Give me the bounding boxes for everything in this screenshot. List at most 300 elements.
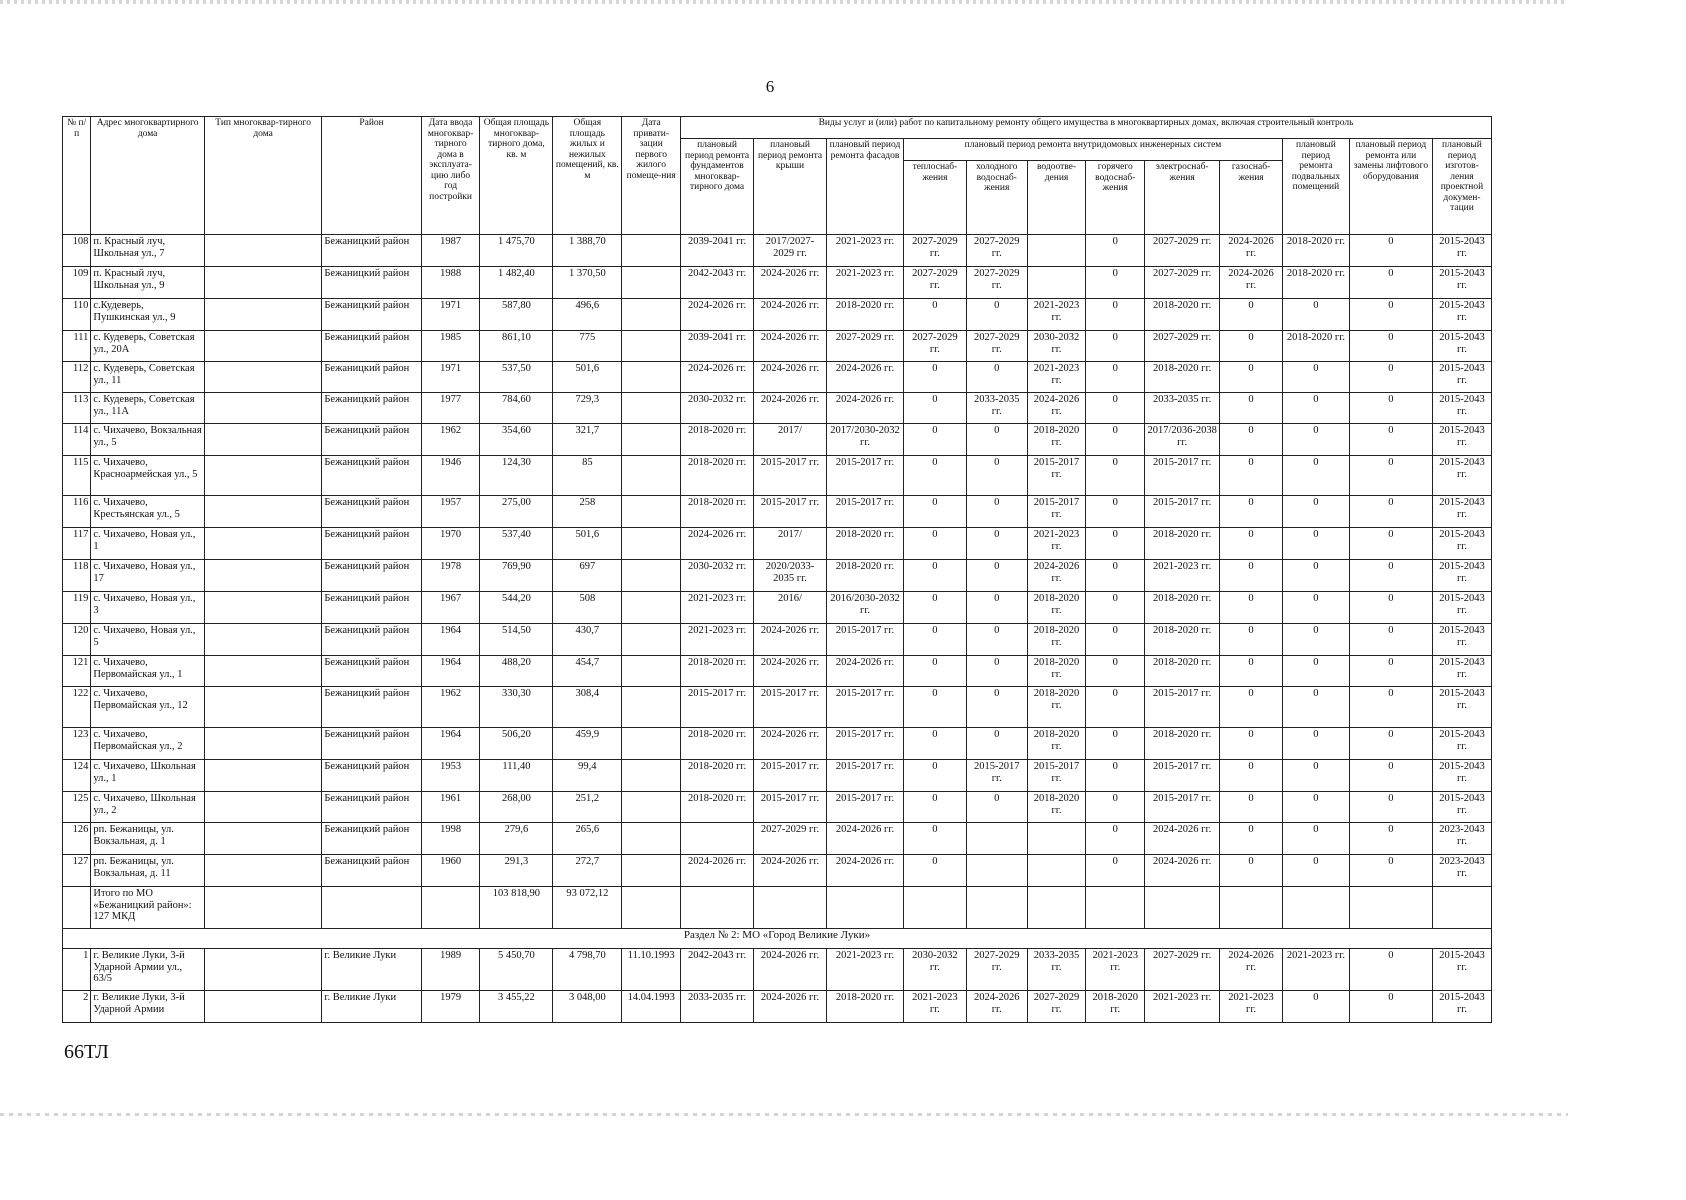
cell-roof: 2024-2026 гг. — [754, 267, 827, 299]
header-engineering-group: плановый период ремонта внутридомовых инженерных систем — [904, 139, 1283, 161]
cell-hot-water — [1086, 887, 1145, 929]
cell-facade: 2015-2017 гг. — [826, 456, 903, 496]
cell-total-area: 291,3 — [480, 855, 553, 887]
cell-no: 127 — [63, 855, 91, 887]
cell-address: п. Красный луч, Школьная ул., 9 — [91, 267, 204, 299]
cell-elevator: 0 — [1349, 728, 1432, 760]
cell-heat: 2030-2032 гг. — [904, 949, 967, 991]
cell-type — [204, 949, 322, 991]
cell-address: с. Чихачево, Новая ул., 5 — [91, 624, 204, 656]
cell-year: 1998 — [421, 823, 480, 855]
cell-facade: 2015-2017 гг. — [826, 496, 903, 528]
cell-gas: 0 — [1220, 528, 1283, 560]
cell-year: 1962 — [421, 424, 480, 456]
cell-year: 1987 — [421, 235, 480, 267]
cell-power: 2021-2023 гг. — [1145, 560, 1220, 592]
cell-total-area: 103 818,90 — [480, 887, 553, 929]
cell-power: 2027-2029 гг. — [1145, 331, 1220, 362]
cell-living-area: 729,3 — [553, 393, 622, 424]
cell-living-area: 251,2 — [553, 792, 622, 823]
cell-district: Бежаницкий район — [322, 624, 421, 656]
cell-roof: 2024-2026 гг. — [754, 949, 827, 991]
cell-district: Бежаницкий район — [322, 560, 421, 592]
cell-privatization — [622, 424, 681, 456]
cell-power: 2018-2020 гг. — [1145, 656, 1220, 687]
cell-foundation: 2039-2041 гг. — [681, 235, 754, 267]
cell-gas: 0 — [1220, 624, 1283, 656]
cell-living-area: 1 388,70 — [553, 235, 622, 267]
cell-type — [204, 887, 322, 929]
cell-no: 114 — [63, 424, 91, 456]
cell-privatization — [622, 456, 681, 496]
cell-address: с. Чихачево, Новая ул., 17 — [91, 560, 204, 592]
cell-power: 2018-2020 гг. — [1145, 362, 1220, 393]
cell-power: 2018-2020 гг. — [1145, 299, 1220, 331]
cell-hot-water: 0 — [1086, 235, 1145, 267]
cell-gas: 2024-2026 гг. — [1220, 949, 1283, 991]
cell-address: с. Чихачево, Первомайская ул., 1 — [91, 656, 204, 687]
cell-foundation: 2021-2023 гг. — [681, 592, 754, 624]
cell-cold-water: 0 — [966, 528, 1027, 560]
cell-type — [204, 456, 322, 496]
cell-no: 115 — [63, 456, 91, 496]
header-total-area: Общая площадь многоквар-тирного дома, кв. м — [480, 117, 553, 235]
cell-year: 1985 — [421, 331, 480, 362]
cell-project: 2015-2043 гг. — [1432, 235, 1491, 267]
cell-type — [204, 760, 322, 792]
cell-gas: 0 — [1220, 299, 1283, 331]
cell-drainage: 2021-2023 гг. — [1027, 299, 1086, 331]
cell-facade: 2027-2029 гг. — [826, 331, 903, 362]
cell-heat: 2021-2023 гг. — [904, 991, 967, 1023]
cell-drainage: 2024-2026 гг. — [1027, 393, 1086, 424]
cell-basement: 0 — [1282, 424, 1349, 456]
cell-roof: 2017/ — [754, 424, 827, 456]
cell-gas: 0 — [1220, 855, 1283, 887]
cell-address: п. Красный луч, Школьная ул., 7 — [91, 235, 204, 267]
cell-total-area: 544,20 — [480, 592, 553, 624]
cell-foundation: 2042-2043 гг. — [681, 267, 754, 299]
cell-no: 121 — [63, 656, 91, 687]
cell-year: 1977 — [421, 393, 480, 424]
cell-foundation: 2024-2026 гг. — [681, 528, 754, 560]
cell-address: рп. Бежаницы, ул. Вокзальная, д. 11 — [91, 855, 204, 887]
cell-roof: 2024-2026 гг. — [754, 624, 827, 656]
cell-privatization — [622, 823, 681, 855]
cell-foundation: 2018-2020 гг. — [681, 728, 754, 760]
cell-privatization — [622, 792, 681, 823]
cell-power: 2027-2029 гг. — [1145, 949, 1220, 991]
cell-project: 2015-2043 гг. — [1432, 267, 1491, 299]
cell-living-area: 99,4 — [553, 760, 622, 792]
cell-district: г. Великие Луки — [322, 991, 421, 1023]
cell-cold-water: 2027-2029 гг. — [966, 331, 1027, 362]
cell-hot-water: 0 — [1086, 496, 1145, 528]
cell-foundation — [681, 823, 754, 855]
cell-living-area: 272,7 — [553, 855, 622, 887]
table-row — [63, 991, 1492, 1023]
cell-address: Итого по МО «Бежаницкий район»: 127 МКД — [91, 887, 204, 929]
cell-project: 2015-2043 гг. — [1432, 687, 1491, 728]
table-row — [63, 424, 1492, 456]
cell-hot-water: 0 — [1086, 560, 1145, 592]
cell-living-area: 697 — [553, 560, 622, 592]
cell-elevator: 0 — [1349, 855, 1432, 887]
cell-drainage: 2030-2032 гг. — [1027, 331, 1086, 362]
cell-drainage: 2021-2023 гг. — [1027, 528, 1086, 560]
cell-no: 108 — [63, 235, 91, 267]
cell-foundation: 2039-2041 гг. — [681, 331, 754, 362]
cell-no: 124 — [63, 760, 91, 792]
cell-cold-water: 2024-2026 гг. — [966, 991, 1027, 1023]
table-row — [63, 823, 1492, 855]
cell-total-area: 111,40 — [480, 760, 553, 792]
header-elevator: плановый период ремонта или замены лифтового оборудования — [1349, 139, 1432, 235]
cell-roof: 2015-2017 гг. — [754, 792, 827, 823]
cell-foundation: 2018-2020 гг. — [681, 424, 754, 456]
cell-type — [204, 656, 322, 687]
cell-total-area: 1 482,40 — [480, 267, 553, 299]
cell-gas: 2024-2026 гг. — [1220, 235, 1283, 267]
cell-living-area: 308,4 — [553, 687, 622, 728]
cell-project: 2015-2043 гг. — [1432, 393, 1491, 424]
cell-drainage: 2015-2017 гг. — [1027, 496, 1086, 528]
cell-facade: 2015-2017 гг. — [826, 687, 903, 728]
cell-elevator: 0 — [1349, 331, 1432, 362]
section-row — [63, 929, 1492, 949]
cell-privatization — [622, 331, 681, 362]
cell-power: 2021-2023 гг. — [1145, 991, 1220, 1023]
cell-address: с. Чихачево, Школьная ул., 2 — [91, 792, 204, 823]
cell-roof: 2024-2026 гг. — [754, 393, 827, 424]
cell-year: 1946 — [421, 456, 480, 496]
cell-drainage: 2018-2020 гг. — [1027, 792, 1086, 823]
cell-cold-water — [966, 823, 1027, 855]
header-drainage: водоотве-дения — [1027, 161, 1086, 235]
cell-hot-water: 0 — [1086, 823, 1145, 855]
cell-gas: 0 — [1220, 823, 1283, 855]
cell-basement: 0 — [1282, 393, 1349, 424]
cell-roof: 2015-2017 гг. — [754, 496, 827, 528]
cell-basement: 0 — [1282, 991, 1349, 1023]
cell-facade: 2024-2026 гг. — [826, 393, 903, 424]
header-gas: газоснаб-жения — [1220, 161, 1283, 235]
cell-cold-water — [966, 887, 1027, 929]
cell-cold-water: 0 — [966, 687, 1027, 728]
header-privatization: Дата привати-зации первого жилого помеще-ния — [622, 117, 681, 235]
cell-roof: 2024-2026 гг. — [754, 362, 827, 393]
cell-power: 2027-2029 гг. — [1145, 267, 1220, 299]
cell-hot-water: 0 — [1086, 267, 1145, 299]
cell-gas: 0 — [1220, 560, 1283, 592]
cell-facade: 2021-2023 гг. — [826, 267, 903, 299]
header-services-group: Виды услуг и (или) работ по капитальному ремонту общего имущества в многоквартирных домах, включая строительный контроль — [681, 117, 1492, 139]
cell-hot-water: 0 — [1086, 687, 1145, 728]
cell-privatization — [622, 728, 681, 760]
cell-heat: 0 — [904, 424, 967, 456]
header-living-area: Общая площадь жилых и нежилых помещений, кв. м — [553, 117, 622, 235]
header-no: № п/п — [63, 117, 91, 235]
cell-project: 2023-2043 гг. — [1432, 855, 1491, 887]
cell-cold-water — [966, 855, 1027, 887]
cell-hot-water: 0 — [1086, 528, 1145, 560]
cell-district: Бежаницкий район — [322, 592, 421, 624]
cell-district: Бежаницкий район — [322, 424, 421, 456]
cell-power: 2015-2017 гг. — [1145, 687, 1220, 728]
cell-address: г. Великие Луки, 3-й Ударной Армии — [91, 991, 204, 1023]
cell-privatization: 11.10.1993 — [622, 949, 681, 991]
cell-roof: 2024-2026 гг. — [754, 299, 827, 331]
cell-no: 125 — [63, 792, 91, 823]
cell-no: 120 — [63, 624, 91, 656]
cell-project: 2015-2043 гг. — [1432, 424, 1491, 456]
cell-elevator: 0 — [1349, 823, 1432, 855]
cell-living-area: 265,6 — [553, 823, 622, 855]
cell-foundation — [681, 887, 754, 929]
cell-district: Бежаницкий район — [322, 792, 421, 823]
cell-no: 2 — [63, 991, 91, 1023]
cell-drainage — [1027, 855, 1086, 887]
cell-heat: 0 — [904, 823, 967, 855]
cell-elevator: 0 — [1349, 949, 1432, 991]
cell-heat: 2027-2029 гг. — [904, 235, 967, 267]
cell-basement: 0 — [1282, 299, 1349, 331]
cell-total-area: 279,6 — [480, 823, 553, 855]
cell-hot-water: 0 — [1086, 728, 1145, 760]
cell-gas: 2021-2023 гг. — [1220, 991, 1283, 1023]
cell-drainage: 2018-2020 гг. — [1027, 624, 1086, 656]
cell-foundation: 2018-2020 гг. — [681, 456, 754, 496]
cell-type — [204, 528, 322, 560]
cell-district: Бежаницкий район — [322, 496, 421, 528]
cell-heat — [904, 887, 967, 929]
cell-type — [204, 792, 322, 823]
cell-elevator: 0 — [1349, 687, 1432, 728]
table-row — [63, 267, 1492, 299]
table-row — [63, 855, 1492, 887]
cell-roof: 2017/2027-2029 гг. — [754, 235, 827, 267]
cell-district: Бежаницкий район — [322, 728, 421, 760]
cell-no: 118 — [63, 560, 91, 592]
cell-privatization — [622, 855, 681, 887]
cell-privatization — [622, 887, 681, 929]
cell-living-area: 430,7 — [553, 624, 622, 656]
cell-project: 2015-2043 гг. — [1432, 991, 1491, 1023]
cell-drainage — [1027, 887, 1086, 929]
cell-elevator: 0 — [1349, 760, 1432, 792]
cell-heat: 0 — [904, 456, 967, 496]
cell-living-area: 501,6 — [553, 362, 622, 393]
cell-gas: 0 — [1220, 687, 1283, 728]
cell-district: Бежаницкий район — [322, 656, 421, 687]
cell-type — [204, 728, 322, 760]
cell-address: с. Чихачево, Школьная ул., 1 — [91, 760, 204, 792]
cell-privatization — [622, 760, 681, 792]
cell-district — [322, 887, 421, 929]
cell-type — [204, 991, 322, 1023]
cell-cold-water: 2033-2035 гг. — [966, 393, 1027, 424]
cell-project: 2015-2043 гг. — [1432, 624, 1491, 656]
cell-heat: 0 — [904, 792, 967, 823]
cell-district: Бежаницкий район — [322, 823, 421, 855]
cell-roof: 2015-2017 гг. — [754, 687, 827, 728]
table-row — [63, 299, 1492, 331]
cell-foundation: 2015-2017 гг. — [681, 687, 754, 728]
cell-total-area: 587,80 — [480, 299, 553, 331]
cell-privatization — [622, 560, 681, 592]
cell-year: 1957 — [421, 496, 480, 528]
cell-year: 1989 — [421, 949, 480, 991]
cell-type — [204, 823, 322, 855]
cell-basement: 2018-2020 гг. — [1282, 235, 1349, 267]
cell-basement: 0 — [1282, 687, 1349, 728]
cell-facade: 2016/2030-2032 гг. — [826, 592, 903, 624]
cell-district: Бежаницкий район — [322, 855, 421, 887]
cell-roof — [754, 887, 827, 929]
cell-foundation: 2024-2026 гг. — [681, 299, 754, 331]
table-row — [63, 496, 1492, 528]
cell-year: 1988 — [421, 267, 480, 299]
cell-elevator: 0 — [1349, 299, 1432, 331]
cell-year: 1971 — [421, 299, 480, 331]
header-type: Тип многоквар-тирного дома — [204, 117, 322, 235]
cell-no: 116 — [63, 496, 91, 528]
cell-address: рп. Бежаницы, ул. Вокзальная, д. 1 — [91, 823, 204, 855]
cell-hot-water: 0 — [1086, 456, 1145, 496]
table-row — [63, 760, 1492, 792]
cell-heat: 0 — [904, 760, 967, 792]
cell-district: Бежаницкий район — [322, 760, 421, 792]
cell-power: 2015-2017 гг. — [1145, 792, 1220, 823]
cell-year: 1978 — [421, 560, 480, 592]
cell-facade: 2015-2017 гг. — [826, 728, 903, 760]
cell-elevator: 0 — [1349, 792, 1432, 823]
cell-address: с.Кудеверь, Пушкинская ул., 9 — [91, 299, 204, 331]
cell-year: 1967 — [421, 592, 480, 624]
cell-power: 2018-2020 гг. — [1145, 728, 1220, 760]
cell-heat: 0 — [904, 592, 967, 624]
cell-cold-water: 2027-2029 гг. — [966, 949, 1027, 991]
cell-roof: 2015-2017 гг. — [754, 456, 827, 496]
cell-project: 2015-2043 гг. — [1432, 299, 1491, 331]
cell-gas: 2024-2026 гг. — [1220, 267, 1283, 299]
cell-cold-water: 0 — [966, 792, 1027, 823]
cell-drainage — [1027, 267, 1086, 299]
table-row — [63, 656, 1492, 687]
cell-elevator: 0 — [1349, 362, 1432, 393]
cell-facade: 2018-2020 гг. — [826, 299, 903, 331]
cell-project: 2015-2043 гг. — [1432, 496, 1491, 528]
cell-project: 2015-2043 гг. — [1432, 949, 1491, 991]
cell-power: 2018-2020 гг. — [1145, 528, 1220, 560]
cell-basement: 2018-2020 гг. — [1282, 331, 1349, 362]
cell-gas — [1220, 887, 1283, 929]
cell-year: 1964 — [421, 728, 480, 760]
cell-no: 111 — [63, 331, 91, 362]
cell-privatization — [622, 393, 681, 424]
cell-total-area: 514,50 — [480, 624, 553, 656]
cell-power: 2024-2026 гг. — [1145, 823, 1220, 855]
cell-roof: 2027-2029 гг. — [754, 823, 827, 855]
cell-living-area: 321,7 — [553, 424, 622, 456]
cell-basement — [1282, 887, 1349, 929]
cell-heat: 2027-2029 гг. — [904, 267, 967, 299]
cell-roof: 2024-2026 гг. — [754, 728, 827, 760]
header-year: Дата ввода многоквар-тирного дома в эксплуата-цию либо год постройки — [421, 117, 480, 235]
cell-foundation: 2018-2020 гг. — [681, 760, 754, 792]
cell-elevator: 0 — [1349, 393, 1432, 424]
cell-drainage: 2033-2035 гг. — [1027, 949, 1086, 991]
cell-no: 119 — [63, 592, 91, 624]
cell-total-area: 354,60 — [480, 424, 553, 456]
cell-address: с. Чихачево, Вокзальная ул., 5 — [91, 424, 204, 456]
cell-gas: 0 — [1220, 592, 1283, 624]
cell-living-area: 775 — [553, 331, 622, 362]
cell-power: 2024-2026 гг. — [1145, 855, 1220, 887]
cell-facade: 2024-2026 гг. — [826, 656, 903, 687]
cell-type — [204, 560, 322, 592]
cell-drainage — [1027, 823, 1086, 855]
cell-year — [421, 887, 480, 929]
table-row — [63, 728, 1492, 760]
cell-facade: 2018-2020 гг. — [826, 560, 903, 592]
cell-roof: 2024-2026 гг. — [754, 991, 827, 1023]
table-row — [63, 362, 1492, 393]
cell-cold-water: 0 — [966, 728, 1027, 760]
cell-project: 2015-2043 гг. — [1432, 656, 1491, 687]
cell-project: 2015-2043 гг. — [1432, 760, 1491, 792]
cell-address: с. Чихачево, Первомайская ул., 2 — [91, 728, 204, 760]
cell-facade: 2021-2023 гг. — [826, 235, 903, 267]
cell-total-area: 124,30 — [480, 456, 553, 496]
cell-gas: 0 — [1220, 393, 1283, 424]
cell-drainage — [1027, 235, 1086, 267]
cell-district: Бежаницкий район — [322, 393, 421, 424]
cell-cold-water: 0 — [966, 424, 1027, 456]
cell-year: 1961 — [421, 792, 480, 823]
cell-roof: 2024-2026 гг. — [754, 855, 827, 887]
cell-elevator: 0 — [1349, 267, 1432, 299]
table-row — [63, 331, 1492, 362]
cell-privatization — [622, 235, 681, 267]
header-address: Адрес многоквартирного дома — [91, 117, 204, 235]
cell-basement: 2018-2020 гг. — [1282, 267, 1349, 299]
cell-drainage: 2018-2020 гг. — [1027, 687, 1086, 728]
cell-facade: 2015-2017 гг. — [826, 624, 903, 656]
cell-district: Бежаницкий район — [322, 299, 421, 331]
cell-elevator — [1349, 887, 1432, 929]
cell-heat: 0 — [904, 656, 967, 687]
cell-hot-water: 0 — [1086, 331, 1145, 362]
cell-privatization — [622, 528, 681, 560]
cell-power: 2015-2017 гг. — [1145, 496, 1220, 528]
cell-elevator: 0 — [1349, 592, 1432, 624]
cell-living-area: 454,7 — [553, 656, 622, 687]
table-row — [63, 792, 1492, 823]
capital-repair-register-table — [62, 116, 1492, 1023]
cell-facade — [826, 887, 903, 929]
cell-power: 2027-2029 гг. — [1145, 235, 1220, 267]
cell-hot-water: 2018-2020 гг. — [1086, 991, 1145, 1023]
cell-district: Бежаницкий район — [322, 267, 421, 299]
cell-heat: 0 — [904, 728, 967, 760]
cell-privatization — [622, 362, 681, 393]
cell-heat: 2027-2029 гг. — [904, 331, 967, 362]
table-row — [63, 687, 1492, 728]
cell-drainage: 2018-2020 гг. — [1027, 728, 1086, 760]
cell-foundation: 2018-2020 гг. — [681, 792, 754, 823]
cell-address: с. Кудеверь, Советская ул., 11А — [91, 393, 204, 424]
